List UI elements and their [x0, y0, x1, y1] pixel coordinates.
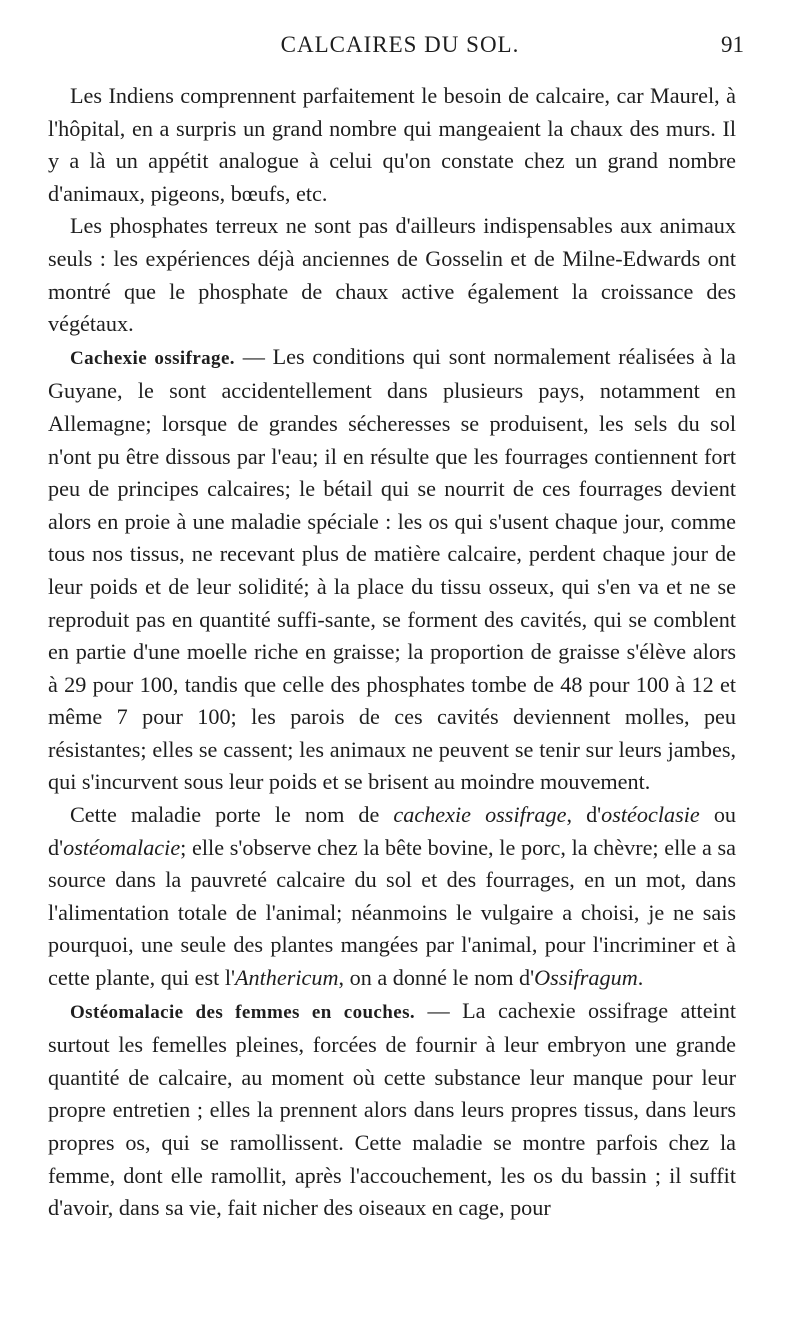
paragraph-text: Les phosphates terreux ne sont pas d'ailleurs indispensables aux animaux seuls : les expériences déjà anciennes de Gosselin et de Milne-Edwards ont montré que le phosphate de chaux active également la croissance des végétaux.	[48, 213, 736, 337]
italic-term: Anthericum	[234, 965, 339, 991]
paragraph-text: ou d'	[48, 802, 737, 860]
running-head	[0, 32, 800, 66]
paragraph-text: , d'	[566, 802, 602, 828]
paragraph-cachexie	[48, 341, 736, 799]
italic-term: cachexie ossifrage	[393, 802, 567, 828]
italic-term: ostéomalacie	[63, 834, 181, 860]
paragraph-text: .	[637, 965, 644, 991]
section-heading-cachexie: Cachexie ossifrage.	[70, 347, 235, 369]
italic-term: ostéoclasie	[601, 802, 700, 828]
paragraph-text: ; elle s'observe chez la bête bovine, le porc, la chèvre; elle a sa source dans la pauvreté calcaire du sol et des fourrages, en un mot, dans l'alimentation totale de l'animal; néanmoins le vulgaire a choisi, je ne sais pourquoi, une seule des plantes mangées par l'animal, pour l'incriminer et à cette plante, qui est l'	[48, 834, 736, 991]
paragraph-maladie	[48, 799, 736, 995]
italic-term: Ossifragum	[534, 965, 638, 991]
body-text	[48, 80, 736, 1225]
section-heading-osteomalacie: Ostéomalacie des femmes en couches.	[70, 1001, 416, 1023]
paragraph-text: Cette maladie porte le nom de	[70, 802, 394, 828]
page-number: 91	[721, 32, 744, 57]
paragraph-text: — Les conditions qui sont normalement réalisées à la Guyane, le sont accidentellement dans plusieurs pays, notamment en Allemagne; lorsque de grandes sécheresses se produisent, les sels du sol n'ont pu être dissous par l'eau; il en résulte que les fourrages contiennent fort peu de principes calcaires; le bétail qui se nourrit de ces fourrages devient alors en proie à une maladie spéciale : les os qui s'usent chaque jour, comme tous nos tissus, ne recevant plus de matière calcaire, perdent chaque jour de leur poids et de leur solidité; à la place du tissu osseux, qui s'en va et ne se reproduit pas en quantité suffi-sante, se forment des cavités, qui se comblent en partie d'une moelle riche en graisse; la proportion de graisse s'élève alors à 29 pour 100, tandis que celle des phosphates tombe de 48 pour 100 à 12 et même 7 pour 100; les parois de ces cavités deviennent molles, peu résistantes; elles se cassent; les animaux ne peuvent se tenir sur leurs jambes, qui s'incurvent sous leur poids et se brisent au moindre mouvement.	[48, 343, 736, 795]
running-title: CALCAIRES DU SOL.	[280, 32, 520, 57]
paragraph-text: Les Indiens comprennent parfaitement le besoin de calcaire, car Maurel, à l'hôpital, en a surpris un grand nombre qui mangeaient la chaux des murs. Il y a là un appétit analogue à celui qu'on constate chez un grand nombre d'animaux, pigeons, bœufs, etc.	[48, 83, 736, 206]
paragraph-osteomalacie	[48, 995, 736, 1225]
paragraph-indiens	[48, 80, 736, 210]
paragraph-text: , on a donné le nom d'	[338, 965, 535, 991]
paragraph-phosphates	[48, 210, 736, 340]
paragraph-text: — La cachexie ossifrage atteint surtout les femelles pleines, forcées de fournir à leur embryon une grande quantité de calcaire, au moment où cette substance leur manque pour leur propre entretien ; elles la prennent alors dans leurs propres tissus, dans leurs propres os, qui se ramollissent. Cette maladie se montre parfois chez la femme, dont elle ramollit, après l'accouchement, les os du bassin ; il suffit d'avoir, dans sa vie, fait nicher des oiseaux en cage, pour	[48, 997, 736, 1221]
